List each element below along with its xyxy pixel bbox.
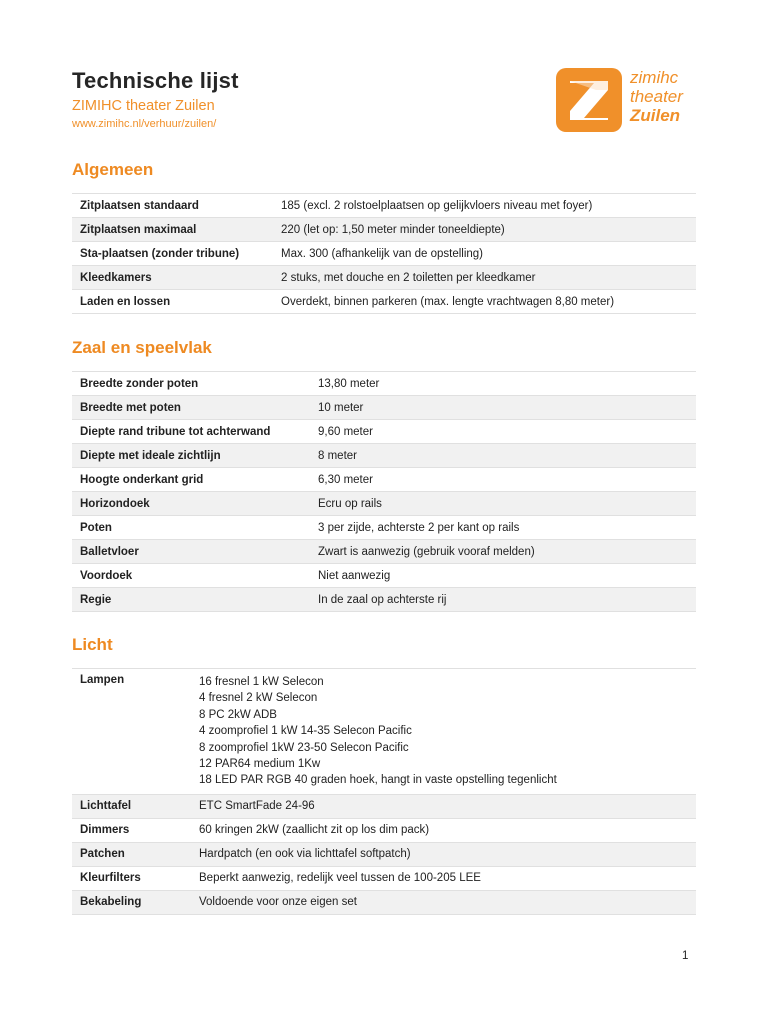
row-value: Ecru op rails [310, 492, 696, 516]
table-algemeen [72, 193, 696, 314]
table-row [72, 444, 696, 468]
row-label: Sta-plaatsen (zonder tribune) [72, 242, 273, 266]
lampen-line: 12 PAR64 medium 1Kw [199, 758, 321, 771]
document-title: Technische lijst [72, 68, 239, 93]
row-value: Beperkt aanwezig, redelijk veel tussen de 100-205 LEE [191, 866, 696, 890]
row-label: Zitplaatsen standaard [72, 194, 273, 218]
row-label: Breedte zonder poten [72, 372, 310, 396]
row-label: Kleedkamers [72, 266, 273, 290]
row-label: Poten [72, 516, 310, 540]
table-row [72, 890, 696, 914]
logo-line-3: Zuilen [630, 106, 681, 125]
section-heading-algemeen: Algemeen [72, 160, 154, 179]
table-row [72, 540, 696, 564]
logo-line-1: zimihc [630, 68, 679, 87]
table-row [72, 818, 696, 842]
section-heading-zaal: Zaal en speelvlak [72, 338, 212, 357]
logo-line-2: theater [630, 87, 683, 106]
zimihc-logo-mark [556, 68, 622, 132]
row-value: Voldoende voor onze eigen set [191, 890, 696, 914]
lampen-line: 4 zoomprofiel 1 kW 14-35 Selecon Pacific [199, 725, 412, 738]
row-value: 9,60 meter [310, 420, 696, 444]
lampen-line: 4 fresnel 2 kW Selecon [199, 692, 318, 705]
row-value: 185 (excl. 2 rolstoelplaatsen op gelijkvloers niveau met foyer) [273, 194, 696, 218]
lampen-line: 8 zoomprofiel 1kW 23-50 Selecon Pacific [199, 741, 409, 754]
row-label: Patchen [72, 842, 191, 866]
table-row [72, 492, 696, 516]
table-zaal [72, 371, 696, 612]
row-value: 10 meter [310, 396, 696, 420]
row-label: Breedte met poten [72, 396, 310, 420]
row-value: Niet aanwezig [310, 564, 696, 588]
table-row [72, 842, 696, 866]
row-value: Zwart is aanwezig (gebruik vooraf melden) [310, 540, 696, 564]
lampen-line: 18 LED PAR RGB 40 graden hoek, hangt in vaste opstelling tegenlicht [199, 774, 557, 787]
lampen-line: 16 fresnel 1 kW Selecon [199, 676, 324, 688]
table-row [72, 218, 696, 242]
row-label: Regie [72, 588, 310, 612]
table-row [72, 516, 696, 540]
row-value: 60 kringen 2kW (zaallicht zit op los dim pack) [191, 818, 696, 842]
row-label: Hoogte onderkant grid [72, 468, 310, 492]
row-label: Diepte rand tribune tot achterwand [72, 420, 310, 444]
page-number: 1 [682, 950, 689, 962]
table-licht [72, 668, 696, 915]
row-label: Bekabeling [72, 890, 191, 914]
row-value: 6,30 meter [310, 468, 696, 492]
document-subtitle: ZIMIHC theater Zuilen [72, 98, 215, 114]
row-label: Dimmers [72, 818, 191, 842]
table-row [72, 420, 696, 444]
table-row [72, 396, 696, 420]
row-label: Laden en lossen [72, 290, 273, 314]
row-label: Lampen [72, 669, 191, 795]
row-label: Zitplaatsen maximaal [72, 218, 273, 242]
row-value: Hardpatch (en ook via lichttafel softpatch) [191, 842, 696, 866]
table-row [72, 242, 696, 266]
section-heading-licht: Licht [72, 635, 113, 654]
table-row [72, 266, 696, 290]
row-label: Horizondoek [72, 492, 310, 516]
row-label: Diepte met ideale zichtlijn [72, 444, 310, 468]
row-value: ETC SmartFade 24-96 [191, 794, 696, 818]
lampen-list [191, 669, 696, 795]
table-row-lampen [72, 669, 696, 795]
row-label: Kleurfilters [72, 866, 191, 890]
table-row [72, 290, 696, 314]
lampen-line: 8 PC 2kW ADB [199, 708, 277, 721]
table-row [72, 794, 696, 818]
table-row [72, 194, 696, 218]
zimihc-logo-wordmark [630, 68, 683, 125]
row-value: 220 (let op: 1,50 meter minder toneeldiepte) [273, 218, 696, 242]
table-row [72, 468, 696, 492]
table-row [72, 588, 696, 612]
row-value: 8 meter [310, 444, 696, 468]
document-url: www.zimihc.nl/verhuur/zuilen/ [72, 118, 217, 130]
row-value: Overdekt, binnen parkeren (max. lengte vrachtwagen 8,80 meter) [273, 290, 696, 314]
row-value: 13,80 meter [310, 372, 696, 396]
row-value: 3 per zijde, achterste 2 per kant op rails [310, 516, 696, 540]
row-value: In de zaal op achterste rij [310, 588, 696, 612]
row-label: Voordoek [72, 564, 310, 588]
zimihc-logo [556, 68, 706, 134]
table-row [72, 866, 696, 890]
table-row [72, 564, 696, 588]
row-value: 2 stuks, met douche en 2 toiletten per kleedkamer [273, 266, 696, 290]
row-value: Max. 300 (afhankelijk van de opstelling) [273, 242, 696, 266]
row-label: Balletvloer [72, 540, 310, 564]
row-label: Lichttafel [72, 794, 191, 818]
table-row [72, 372, 696, 396]
